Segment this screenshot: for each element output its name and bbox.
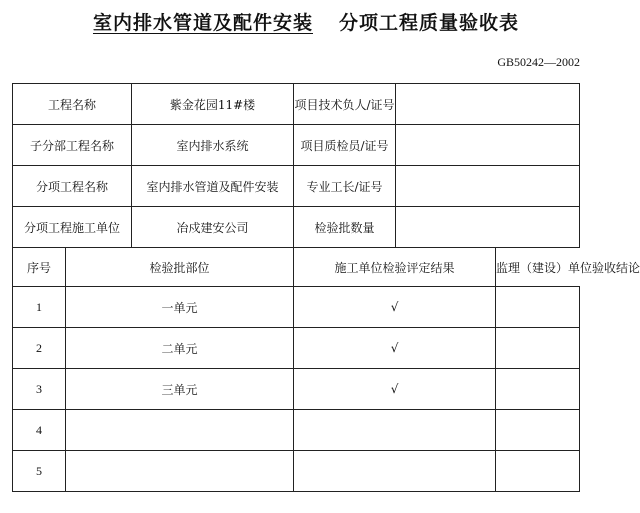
header-batch-part: 检验批部位 xyxy=(66,248,294,287)
value-foreman[interactable] xyxy=(396,166,580,207)
title-suffix: 分项工程质量验收表 xyxy=(339,12,520,34)
value-tech-lead[interactable] xyxy=(396,84,580,125)
header-contractor-result: 施工单位检验评定结果 xyxy=(294,248,496,287)
row-conclusion[interactable] xyxy=(496,328,580,369)
row-part: 二单元 xyxy=(66,328,294,369)
value-contractor: 冶戍建安公司 xyxy=(132,207,294,248)
table-row xyxy=(13,410,580,451)
row-conclusion[interactable] xyxy=(496,451,580,492)
row-seq: 3 xyxy=(13,369,66,410)
label-project-name: 工程名称 xyxy=(13,84,132,125)
table-row xyxy=(13,451,580,492)
row-result-check[interactable] xyxy=(294,451,496,492)
table-row xyxy=(13,369,580,410)
info-row-contractor xyxy=(13,207,580,248)
row-conclusion[interactable] xyxy=(496,369,580,410)
value-quality-inspector[interactable] xyxy=(396,125,580,166)
header-seq: 序号 xyxy=(13,248,66,287)
label-tech-lead: 项目技术负人/证号 xyxy=(294,84,396,125)
table-row xyxy=(13,287,580,328)
row-result-check[interactable]: √ xyxy=(294,328,496,369)
acceptance-table xyxy=(12,83,640,492)
row-part xyxy=(66,410,294,451)
header-supervisor-conclusion: 监理（建设）单位验收结论 xyxy=(496,248,580,287)
info-row-project xyxy=(13,84,580,125)
label-quality-inspector: 项目质检员/证号 xyxy=(294,125,396,166)
value-project-name: 紫金花园11#楼 xyxy=(132,84,294,125)
row-seq: 1 xyxy=(13,287,66,328)
form-title xyxy=(0,8,612,35)
info-row-item xyxy=(13,166,580,207)
row-seq: 2 xyxy=(13,328,66,369)
row-conclusion[interactable] xyxy=(496,410,580,451)
row-result-check[interactable]: √ xyxy=(294,369,496,410)
row-result-check[interactable]: √ xyxy=(294,287,496,328)
row-result-check[interactable] xyxy=(294,410,496,451)
standard-code: GB50242—2002 xyxy=(497,55,580,69)
row-conclusion[interactable] xyxy=(496,287,580,328)
row-part: 一单元 xyxy=(66,287,294,328)
label-subdivision: 子分部工程名称 xyxy=(13,125,132,166)
row-seq: 4 xyxy=(13,410,66,451)
label-contractor: 分项工程施工单位 xyxy=(13,207,132,248)
row-part xyxy=(66,451,294,492)
label-item-name: 分项工程名称 xyxy=(13,166,132,207)
title-project-name: 室内排水管道及配件安装 xyxy=(92,12,313,34)
value-batch-count[interactable] xyxy=(396,207,580,248)
label-foreman: 专业工长/证号 xyxy=(294,166,396,207)
column-header-row xyxy=(13,248,580,287)
label-batch-count: 检验批数量 xyxy=(294,207,396,248)
info-row-subdivision xyxy=(13,125,580,166)
value-subdivision: 室内排水系统 xyxy=(132,125,294,166)
value-item-name: 室内排水管道及配件安装 xyxy=(132,166,294,207)
row-part: 三单元 xyxy=(66,369,294,410)
row-seq: 5 xyxy=(13,451,66,492)
table-row xyxy=(13,328,580,369)
